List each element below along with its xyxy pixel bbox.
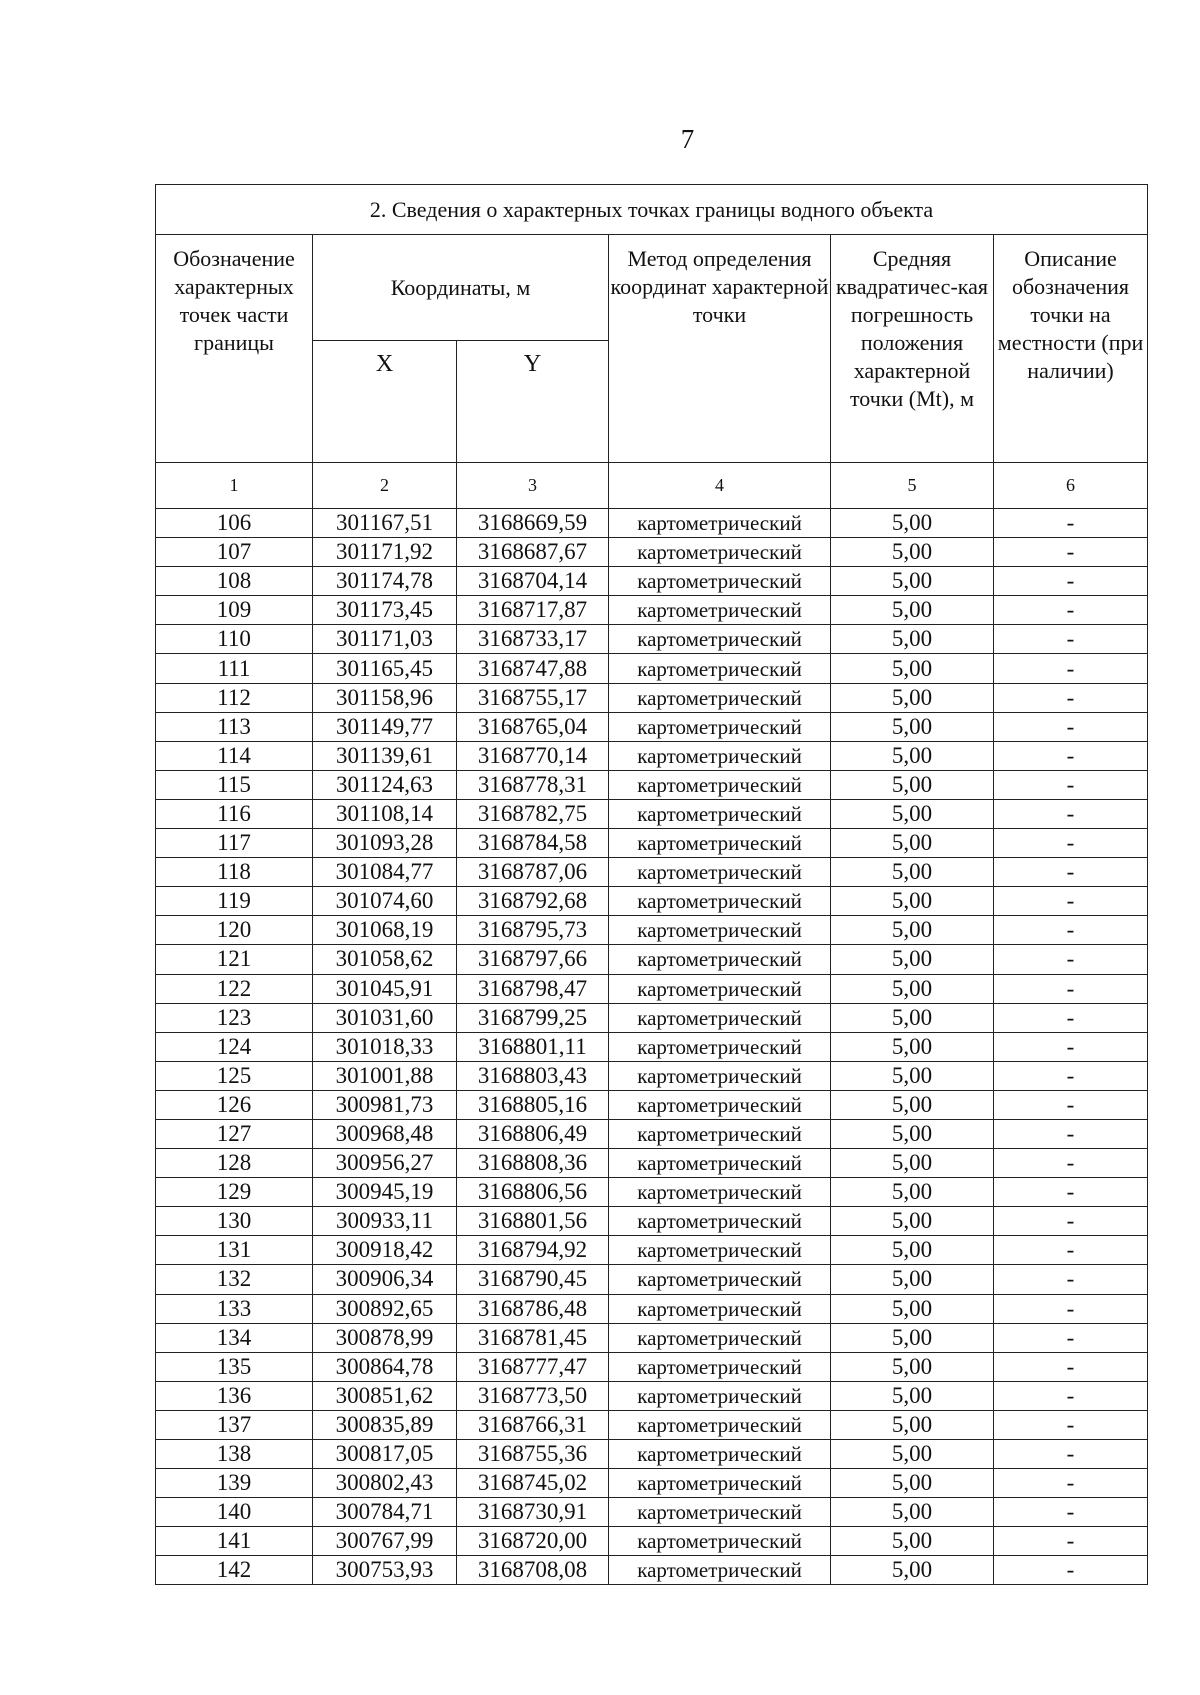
cell-error: 5,00 [831,1265,994,1294]
cell-error: 5,00 [831,654,994,683]
cell-y: 3168704,14 [457,567,609,596]
cell-y: 3168708,08 [457,1556,609,1585]
cell-x: 301031,60 [313,1003,457,1032]
table-row [156,654,1148,683]
cell-point: 112 [156,683,313,712]
cell-point: 131 [156,1236,313,1265]
cell-error: 5,00 [831,596,994,625]
cell-x: 300968,48 [313,1119,457,1148]
table-row [156,770,1148,799]
table-row [156,1207,1148,1236]
cell-description: - [994,596,1148,625]
cell-description: - [994,858,1148,887]
cell-y: 3168803,43 [457,1061,609,1090]
cell-y: 3168730,91 [457,1498,609,1527]
cell-point: 132 [156,1265,313,1294]
cell-method: картометрический [609,1556,831,1585]
table-row [156,625,1148,654]
cell-point: 135 [156,1352,313,1381]
cell-y: 3168765,04 [457,712,609,741]
cell-point: 140 [156,1498,313,1527]
cell-error: 5,00 [831,1469,994,1498]
cell-method: картометрический [609,683,831,712]
cell-method: картометрический [609,1032,831,1061]
cell-y: 3168806,49 [457,1119,609,1148]
cell-method: картометрический [609,1294,831,1323]
cell-x: 300802,43 [313,1469,457,1498]
cell-error: 5,00 [831,1236,994,1265]
cell-y: 3168773,50 [457,1381,609,1410]
cell-point: 129 [156,1178,313,1207]
cell-error: 5,00 [831,1207,994,1236]
cell-description: - [994,1119,1148,1148]
cell-point: 108 [156,567,313,596]
table-row [156,712,1148,741]
cell-x: 300817,05 [313,1440,457,1469]
cell-method: картометрический [609,741,831,770]
cell-description: - [994,567,1148,596]
cell-x: 301167,51 [313,509,457,538]
cell-error: 5,00 [831,1119,994,1148]
cell-method: картометрический [609,916,831,945]
cell-method: картометрический [609,829,831,858]
cell-y: 3168781,45 [457,1323,609,1352]
table-row [156,1410,1148,1439]
cell-point: 118 [156,858,313,887]
cell-point: 133 [156,1294,313,1323]
cell-y: 3168790,45 [457,1265,609,1294]
cell-point: 142 [156,1556,313,1585]
cell-point: 113 [156,712,313,741]
cell-description: - [994,1498,1148,1527]
cell-point: 115 [156,770,313,799]
column-number: 6 [994,463,1148,509]
page-number: 7 [680,124,695,154]
table-row [156,974,1148,1003]
cell-point: 114 [156,741,313,770]
table-row [156,741,1148,770]
cell-point: 125 [156,1061,313,1090]
cell-method: картометрический [609,509,831,538]
cell-y: 3168784,58 [457,829,609,858]
cell-method: картометрический [609,538,831,567]
cell-description: - [994,829,1148,858]
cell-y: 3168792,68 [457,887,609,916]
header-description: Описание обозначения точки на местности (при наличии) [994,235,1148,463]
table-row [156,1061,1148,1090]
table-row [156,1294,1148,1323]
cell-y: 3168720,00 [457,1527,609,1556]
cell-error: 5,00 [831,1003,994,1032]
cell-x: 301093,28 [313,829,457,858]
cell-y: 3168687,67 [457,538,609,567]
cell-method: картометрический [609,1061,831,1090]
column-number: 4 [609,463,831,509]
cell-description: - [994,1469,1148,1498]
cell-description: - [994,1527,1148,1556]
table-row [156,567,1148,596]
cell-description: - [994,683,1148,712]
cell-x: 300767,99 [313,1527,457,1556]
cell-description: - [994,770,1148,799]
cell-y: 3168805,16 [457,1090,609,1119]
table-row [156,538,1148,567]
cell-method: картометрический [609,712,831,741]
cell-y: 3168770,14 [457,741,609,770]
cell-method: картометрический [609,799,831,828]
cell-y: 3168794,92 [457,1236,609,1265]
cell-point: 116 [156,799,313,828]
cell-x: 300933,11 [313,1207,457,1236]
cell-point: 123 [156,1003,313,1032]
cell-y: 3168795,73 [457,916,609,945]
column-number: 5 [831,463,994,509]
cell-point: 138 [156,1440,313,1469]
table-row [156,1003,1148,1032]
cell-y: 3168733,17 [457,625,609,654]
cell-x: 301139,61 [313,741,457,770]
cell-method: картометрический [609,1527,831,1556]
cell-point: 109 [156,596,313,625]
cell-error: 5,00 [831,1061,994,1090]
cell-x: 300835,89 [313,1410,457,1439]
cell-error: 5,00 [831,1410,994,1439]
header-coordinates: Координаты, м [313,235,609,341]
cell-description: - [994,887,1148,916]
table-row [156,1556,1148,1585]
table-row [156,1236,1148,1265]
cell-method: картометрический [609,1410,831,1439]
table-row [156,596,1148,625]
cell-method: картометрический [609,1381,831,1410]
cell-x: 301001,88 [313,1061,457,1090]
cell-description: - [994,974,1148,1003]
cell-method: картометрический [609,1149,831,1178]
cell-y: 3168766,31 [457,1410,609,1439]
cell-error: 5,00 [831,683,994,712]
table-row [156,887,1148,916]
table-row [156,1032,1148,1061]
cell-y: 3168801,56 [457,1207,609,1236]
table-row [156,916,1148,945]
cell-point: 130 [156,1207,313,1236]
cell-x: 300878,99 [313,1323,457,1352]
table-row [156,1527,1148,1556]
cell-error: 5,00 [831,974,994,1003]
table-row [156,799,1148,828]
cell-error: 5,00 [831,1323,994,1352]
cell-error: 5,00 [831,509,994,538]
cell-method: картометрический [609,770,831,799]
cell-point: 141 [156,1527,313,1556]
cell-x: 301171,92 [313,538,457,567]
table-row [156,858,1148,887]
cell-y: 3168755,17 [457,683,609,712]
cell-y: 3168798,47 [457,974,609,1003]
cell-x: 301158,96 [313,683,457,712]
cell-error: 5,00 [831,1440,994,1469]
cell-point: 126 [156,1090,313,1119]
cell-method: картометрический [609,1323,831,1352]
cell-method: картометрический [609,1003,831,1032]
table-row [156,829,1148,858]
cell-method: картометрический [609,1178,831,1207]
cell-description: - [994,1236,1148,1265]
cell-x: 300906,34 [313,1265,457,1294]
cell-description: - [994,1323,1148,1352]
cell-error: 5,00 [831,1352,994,1381]
cell-x: 300918,42 [313,1236,457,1265]
cell-x: 301108,14 [313,799,457,828]
cell-point: 121 [156,945,313,974]
cell-y: 3168787,06 [457,858,609,887]
cell-y: 3168801,11 [457,1032,609,1061]
cell-description: - [994,712,1148,741]
cell-error: 5,00 [831,1178,994,1207]
cell-y: 3168777,47 [457,1352,609,1381]
table-body [156,509,1148,1585]
cell-error: 5,00 [831,538,994,567]
cell-error: 5,00 [831,625,994,654]
cell-x: 301045,91 [313,974,457,1003]
cell-method: картометрический [609,567,831,596]
cell-description: - [994,625,1148,654]
cell-error: 5,00 [831,916,994,945]
table-row [156,1149,1148,1178]
cell-point: 117 [156,829,313,858]
cell-method: картометрический [609,1440,831,1469]
cell-method: картометрический [609,596,831,625]
cell-point: 110 [156,625,313,654]
cell-point: 122 [156,974,313,1003]
cell-description: - [994,1440,1148,1469]
cell-method: картометрический [609,974,831,1003]
cell-point: 128 [156,1149,313,1178]
cell-x: 301074,60 [313,887,457,916]
cell-method: картометрический [609,1352,831,1381]
cell-y: 3168806,56 [457,1178,609,1207]
table-title: 2. Сведения о характерных точках границы водного объекта [156,185,1148,235]
cell-method: картометрический [609,945,831,974]
table-row [156,1440,1148,1469]
cell-description: - [994,799,1148,828]
cell-point: 139 [156,1469,313,1498]
cell-x: 301165,45 [313,654,457,683]
cell-x: 301084,77 [313,858,457,887]
cell-point: 106 [156,509,313,538]
cell-description: - [994,1061,1148,1090]
cell-description: - [994,1149,1148,1178]
cell-description: - [994,1207,1148,1236]
cell-error: 5,00 [831,1498,994,1527]
cell-point: 119 [156,887,313,916]
cell-y: 3168797,66 [457,945,609,974]
table-row [156,1119,1148,1148]
cell-x: 301058,62 [313,945,457,974]
cell-point: 111 [156,654,313,683]
cell-description: - [994,654,1148,683]
cell-x: 301018,33 [313,1032,457,1061]
cell-x: 300864,78 [313,1352,457,1381]
cell-method: картометрический [609,625,831,654]
cell-point: 107 [156,538,313,567]
cell-y: 3168782,75 [457,799,609,828]
column-number: 3 [457,463,609,509]
column-number: 1 [156,463,313,509]
cell-point: 124 [156,1032,313,1061]
cell-method: картометрический [609,1090,831,1119]
cell-error: 5,00 [831,567,994,596]
cell-x: 300981,73 [313,1090,457,1119]
cell-method: картометрический [609,1469,831,1498]
cell-y: 3168808,36 [457,1149,609,1178]
table-row [156,1469,1148,1498]
cell-method: картометрический [609,1236,831,1265]
cell-description: - [994,1556,1148,1585]
cell-description: - [994,1090,1148,1119]
cell-description: - [994,509,1148,538]
cell-x: 301068,19 [313,916,457,945]
header-mean-error: Средняя квадратичес-кая погрешность положения характерной точки (Mt), м [831,235,994,463]
table-row [156,1090,1148,1119]
table-row [156,509,1148,538]
cell-error: 5,00 [831,945,994,974]
header-method: Метод определения координат характерной точки [609,235,831,463]
cell-description: - [994,538,1148,567]
table-row [156,1323,1148,1352]
cell-y: 3168669,59 [457,509,609,538]
table-row [156,1381,1148,1410]
cell-x: 300851,62 [313,1381,457,1410]
cell-point: 136 [156,1381,313,1410]
cell-point: 137 [156,1410,313,1439]
cell-x: 300945,19 [313,1178,457,1207]
cell-error: 5,00 [831,1381,994,1410]
cell-description: - [994,1032,1148,1061]
table-row [156,1352,1148,1381]
cell-y: 3168747,88 [457,654,609,683]
cell-y: 3168799,25 [457,1003,609,1032]
cell-x: 301173,45 [313,596,457,625]
cell-error: 5,00 [831,1294,994,1323]
cell-x: 301171,03 [313,625,457,654]
cell-point: 120 [156,916,313,945]
column-number-row [156,463,1148,509]
cell-y: 3168778,31 [457,770,609,799]
table-row [156,1498,1148,1527]
cell-method: картометрический [609,1207,831,1236]
boundary-points-table [155,184,1148,1585]
cell-error: 5,00 [831,887,994,916]
cell-x: 300753,93 [313,1556,457,1585]
table-row [156,683,1148,712]
cell-y: 3168786,48 [457,1294,609,1323]
cell-x: 301149,77 [313,712,457,741]
cell-error: 5,00 [831,799,994,828]
cell-description: - [994,1265,1148,1294]
cell-description: - [994,945,1148,974]
cell-error: 5,00 [831,1556,994,1585]
cell-description: - [994,1178,1148,1207]
cell-method: картометрический [609,1119,831,1148]
cell-y: 3168755,36 [457,1440,609,1469]
cell-method: картометрический [609,1265,831,1294]
cell-description: - [994,916,1148,945]
cell-description: - [994,1410,1148,1439]
cell-y: 3168717,87 [457,596,609,625]
cell-description: - [994,1352,1148,1381]
cell-error: 5,00 [831,712,994,741]
table-row [156,945,1148,974]
cell-method: картометрический [609,858,831,887]
cell-error: 5,00 [831,770,994,799]
cell-description: - [994,1294,1148,1323]
cell-description: - [994,1381,1148,1410]
cell-error: 5,00 [831,1032,994,1061]
cell-x: 301174,78 [313,567,457,596]
table-row [156,1265,1148,1294]
cell-error: 5,00 [831,1527,994,1556]
cell-x: 300892,65 [313,1294,457,1323]
header-y: Y [457,341,609,463]
cell-error: 5,00 [831,1149,994,1178]
cell-error: 5,00 [831,829,994,858]
column-number: 2 [313,463,457,509]
cell-error: 5,00 [831,741,994,770]
header-point-designation: Обозначение характерных точек части границы [156,235,313,463]
table-row [156,1178,1148,1207]
cell-error: 5,00 [831,1090,994,1119]
cell-description: - [994,741,1148,770]
cell-point: 127 [156,1119,313,1148]
header-x: X [313,341,457,463]
cell-x: 300784,71 [313,1498,457,1527]
cell-error: 5,00 [831,858,994,887]
cell-description: - [994,1003,1148,1032]
cell-x: 301124,63 [313,770,457,799]
cell-y: 3168745,02 [457,1469,609,1498]
cell-x: 300956,27 [313,1149,457,1178]
cell-method: картометрический [609,887,831,916]
cell-method: картометрический [609,1498,831,1527]
cell-point: 134 [156,1323,313,1352]
cell-method: картометрический [609,654,831,683]
